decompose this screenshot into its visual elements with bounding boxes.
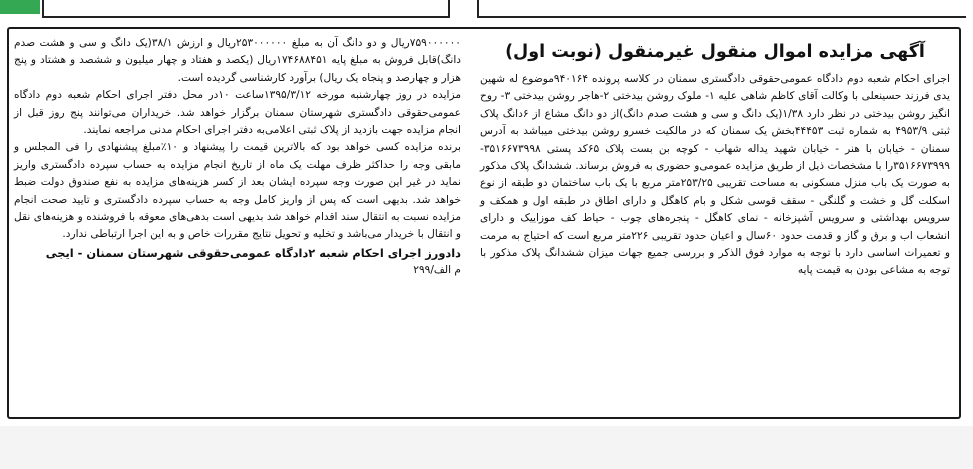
- reference-number: م الف/۲۹۹: [413, 263, 461, 276]
- signature: دادورز اجرای احکام شعبه ۲دادگاه عمومی‌حقوقی شهرستان سمنان - ایجی: [45, 245, 461, 260]
- notice-headline: آگهی مزایده اموال منقول غیرمنقول (نوبت اول): [505, 42, 925, 62]
- right-column-text: اجرای احکام شعبه دوم دادگاه عمومی‌حقوقی دادگستری سمنان در کلاسه پرونده ۹۴۰۱۶۴موضوع له شهین یدی فرزند حسینعلی با وکالت آقای کاظم شاهی علیه ۱- ملوک روشن بیدختی ۲-هاجر روشن بیدختی ۳- روح انگیز روشن بیدختی در نظر دارد ۱/۳۸(یک دانگ و سی و هشت صدم دانگ)از دو دانگ مشاع از ۶دانگ پلاک ثبتی ۴۹۵۳/۹ به شماره ثبت ۴۴۴۵۳بخش یک سمنان که در مالکیت خسرو روشن بیدختی میباشد به آدرس سمنان - خیابان با هنر - خیابان شهید یداله شهاب - کوچه بن بست پلاک ۶۵کد پستی ۳۵۱۶۶۷۳۹۹۸- ۳۵۱۶۶۷۳۹۹۹را با مشخصات ذیل از طریق مزایده عمومی‌و حضوری به فروش برساند. ششدانگ پلاک مذکور به صورت یک باب منزل مسکونی به مساحت تقریبی ۲۵۳/۲۵متر مربع با یک باب ساختمان دو طبقه از نوع اسکلت گل و خشت و گلنگی - سقف قوسی شکل و بام کاهگل و دارای اطاق در طبقه اول و همکف و سرویس بهداشتی و سرویس آشپزخانه - نمای کاهگل - پنجره‌های چوب - حیاط کف موزاییک و دارای انشعاب اب و برق و گاز و قدمت حدود ۶۰سال و اعیان حدود تقریبی ۲۲۶متر مربع است که احتیاج به مرمت و تعمیرات اساسی دارد با توجه به موارد فوق الذکر و بررسی جمیع جهات میزان ششدانگ پلاک مذکور با توجه به مشاعی بودن به قیمت پایه: [480, 73, 951, 277]
- notice-frame: [7, 27, 961, 419]
- left-column-paragraph-2: مزایده در روز چهارشنبه مورخه ۱۳۹۵/۳/۱۲ساعت ۱۰در محل دفتر اجرای احکام شعبه دوم دادگاه عمومی‌حقوقی دادگستری شهرستان سمنان برگزار خواهد شد. خریداران می‌توانند پنج روز قبل از انجام مزایده جهت بازدید از پلاک ثبتی اعلامی‌به دفتر اجرای احکام مدنی مراجعه نمایند.: [14, 89, 461, 137]
- previous-notice-box: [42, 0, 450, 18]
- previous-notice-box-right: [477, 0, 966, 18]
- left-column-paragraph-1: ۷۵۹۰۰۰۰۰۰ریال و دو دانگ آن به مبلغ ۲۵۳۰۰۰۰۰۰ریال و ارزش ۳۸/۱(یک دانگ و سی و هشت صدم دانگ)قابل فروش به مبلغ پایه ۱۷۴۶۸۸۴۵۱ریال (یکصد و هفتاد و چهار میلیون و ششصد و هشتاد و پنج هزار و چهارصد و پنجاه یک ریال) برآورد کارشناسی گردیده است.: [14, 37, 461, 84]
- right-column: [480, 35, 950, 280]
- top-bar: [0, 0, 973, 24]
- bottom-strip: [0, 426, 973, 469]
- green-tab: [0, 0, 40, 14]
- left-column-paragraph-3: برنده مزایده کسی خواهد بود که بالاترین قیمت را پیشنهاد و ۱۰٪مبلغ پیشنهادی را فی المجلس و مابقی وجه را حداکثر ظرف مهلت یک ماه از تاریخ انجام مزایده به حساب سپرده دادگستری واریز نماید در غیر این صورت وجه سپرده ایشان بعد از کسر هزینه‌های مزایده به نفع صندوق دولت ضبط خواهد شد. بدیهی است که پس از واریز کامل وجه به حساب سپرده دادگستری و تایید صحت انجام مزایده نسبت به انتقال سند اقدام خواهد شد بدیهی است بدهی‌های معوقه با فروشنده و هزینه‌های نقل و انتقال با خریدار می‌باشد و تخلیه و تحویل نتایج مقررات خاص و به این اجرا ارتباطی ندارد.: [14, 141, 461, 241]
- left-column: [14, 35, 461, 279]
